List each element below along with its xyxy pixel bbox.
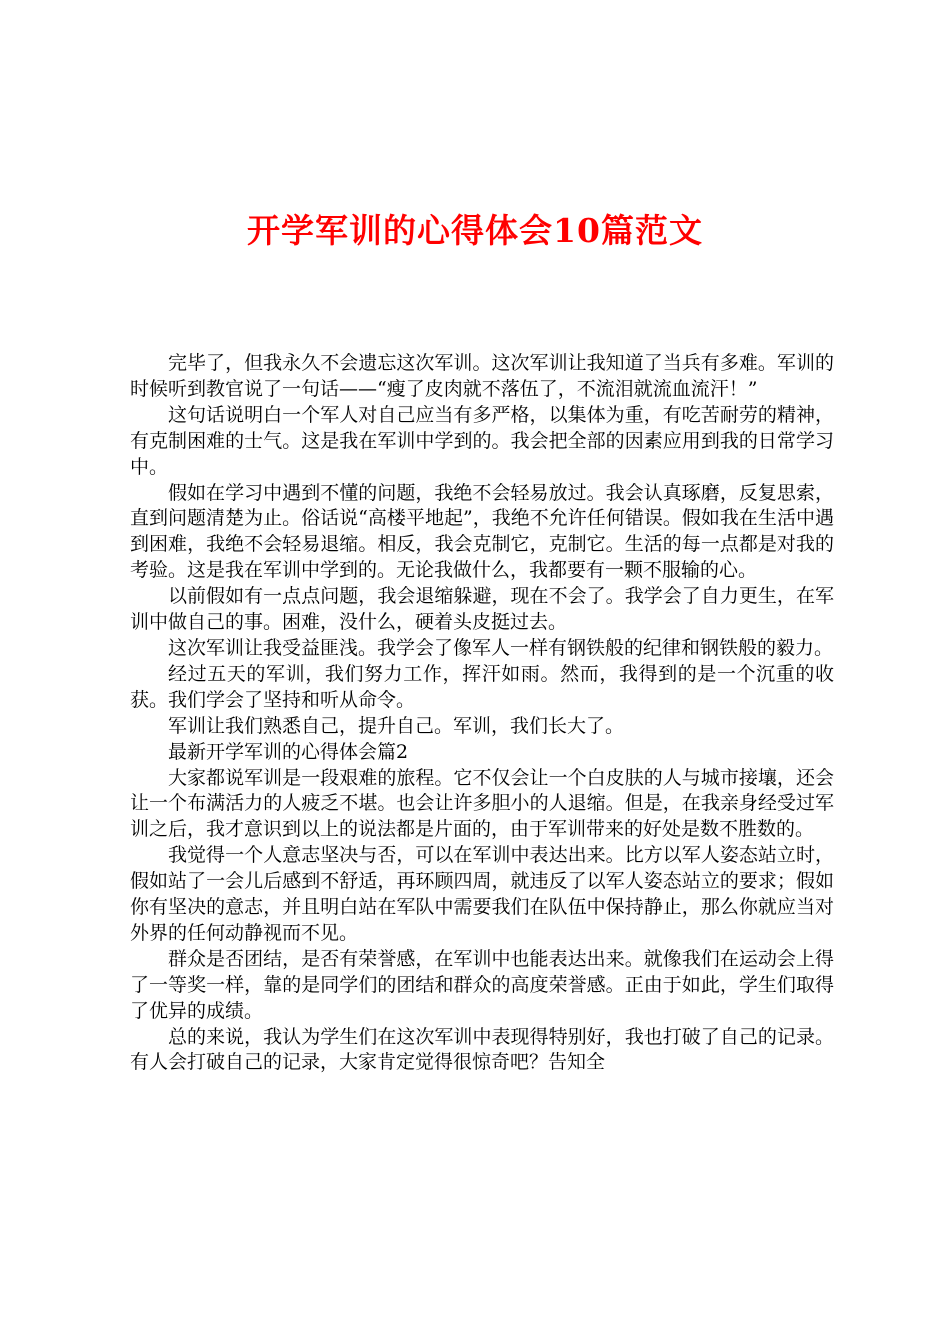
paragraph: 完毕了，但我永久不会遗忘这次军训。这次军训让我知道了当兵有多难。军训的时候听到教官说了一句话——“瘦了皮肉就不落伍了，不流泪就流血流汗！” (130, 352, 834, 400)
document-title: 开学军训的心得体会10篇范文 (247, 211, 703, 250)
paragraph: 这次军训让我受益匪浅。我学会了像军人一样有钢铁般的纪律和钢铁般的毅力。 (168, 636, 834, 659)
paragraph: 总的来说，我认为学生们在这次军训中表现得特别好，我也打破了自己的记录。有人会打破自己的记录，大家肯定觉得很惊奇吧？告知全 (130, 1025, 834, 1074)
paragraph: 这句话说明白一个军人对自己应当有多严格，以集体为重，有吃苦耐劳的精神，有克制困难的士气。这是我在军训中学到的。我会把全部的因素应用到我的日常学习中。 (130, 403, 834, 478)
document-body (130, 351, 834, 1076)
paragraph: 我觉得一个人意志坚决与否，可以在军训中表达出来。比方以军人姿态站立时，假如站了一会儿后感到不舒适，再环顾四周，就违反了以军人姿态站立的要求；假如你有坚决的意志，并且明白站在军队中需要我们在队伍中保持静止，那么你就应当对外界的任何动静视而不见。 (130, 844, 834, 944)
paragraph: 大家都说军训是一段艰难的旅程。它不仅会让一个白皮肤的人与城市接壤，还会让一个布满活力的人疲乏不堪。也会让许多胆小的人退缩。但是，在我亲身经受过军训之后，我才意识到以上的说法都是片面的，由于军训带来的好处是数不胜数的。 (130, 766, 834, 841)
paragraph: 以前假如有一点点问题，我会退缩躲避，现在不会了。我学会了自力更生，在军训中做自己的事。困难，没什么，硬着头皮挺过去。 (130, 585, 834, 634)
paragraph: 群众是否团结，是否有荣誉感，在军训中也能表达出来。就像我们在运动会上得了一等奖一样，靠的是同学们的团结和群众的高度荣誉感。正由于如此，学生们取得了优异的成绩。 (130, 947, 834, 1022)
section-heading: 最新开学军训的心得体会篇2 (168, 740, 409, 763)
paragraph: 假如在学习中遇到不懂的问题，我绝不会轻易放过。我会认真琢磨，反复思索，直到问题清楚为止。俗话说“高楼平地起”，我绝不允许任何错误。假如我在生活中遇到困难，我绝不会轻易退缩。相反，我会克制它，克制它。生活的每一点都是对我的考验。这是我在军训中学到的。无论我做什么，我都要有一颗不服输的心。 (130, 481, 834, 582)
paragraph: 军训让我们熟悉自己，提升自己。军训，我们长大了。 (168, 714, 625, 737)
paragraph: 经过五天的军训，我们努力工作，挥汗如雨。然而，我得到的是一个沉重的收获。我们学会了坚持和听从命令。 (130, 662, 834, 711)
